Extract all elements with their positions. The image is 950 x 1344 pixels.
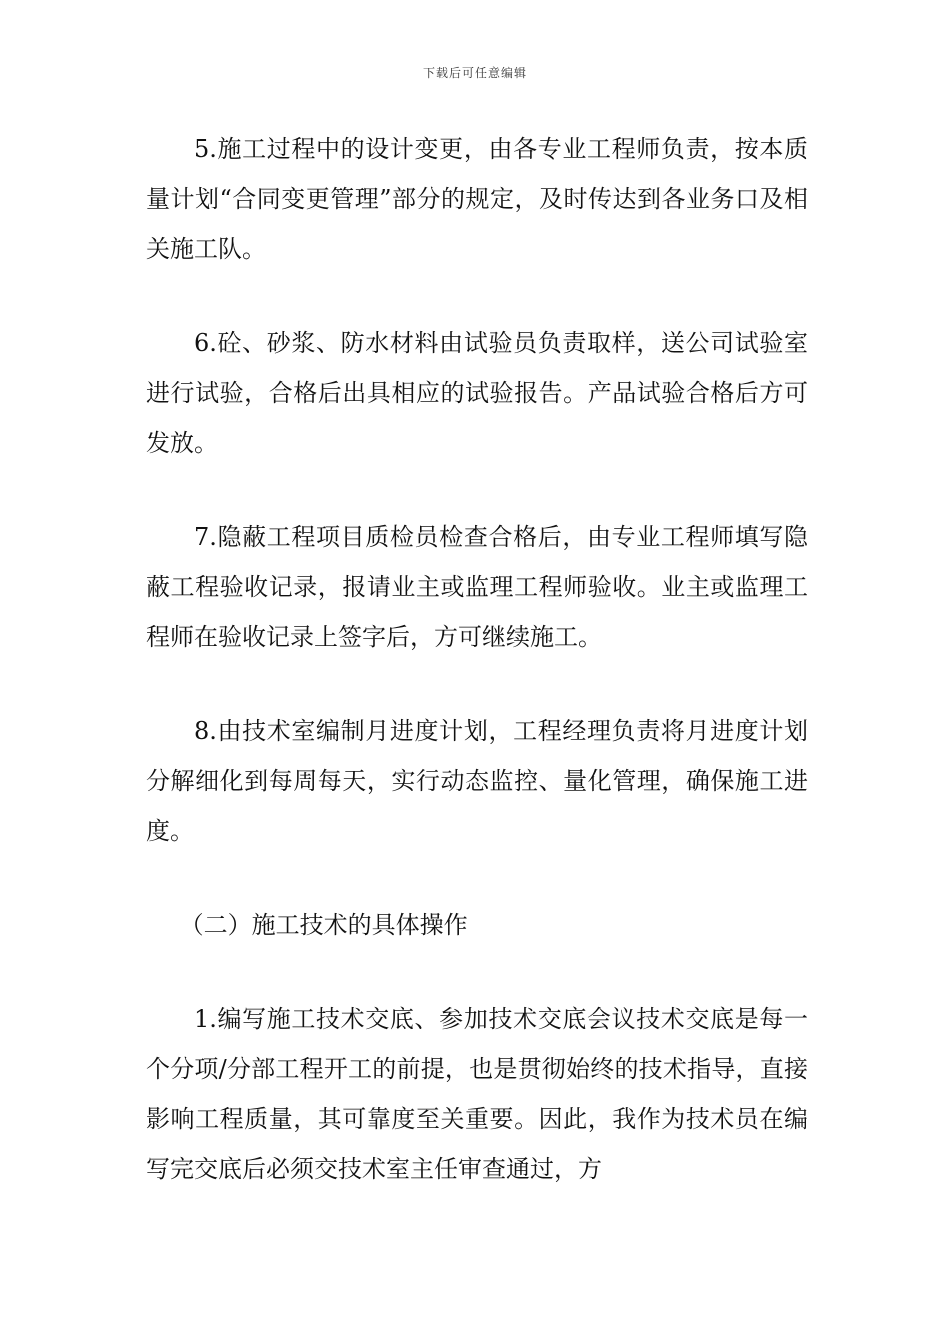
paragraph-6: 6.砼、砂浆、防水材料由试验员负责取样，送公司试验室进行试验，合格后出具相应的试验报告。产品试验合格后方可发放。 (146, 329, 808, 457)
paragraph-8: 8.由技术室编制月进度计划，工程经理负责将月进度计划分解细化到每周每天，实行动态监控、量化管理，确保施工进度。 (146, 717, 808, 845)
paragraph-1: 1.编写施工技术交底、参加技术交底会议技术交底是每一个分项/分部工程开工的前提，也是贯彻始终的技术指导，直接影响工程质量，其可靠度至关重要。因此，我作为技术员在编写完交底后必须交技术室主任审查通过，方 (146, 1005, 808, 1183)
section-heading: （二）施工技术的具体操作 (179, 911, 468, 939)
page-header: 下载后可任意编辑 (422, 66, 527, 80)
paragraph-5: 5.施工过程中的设计变更，由各专业工程师负责，按本质量计划“合同变更管理”部分的规定，及时传达到各业务口及相关施工队。 (146, 135, 808, 263)
document-body (146, 124, 808, 1194)
paragraph-7: 7.隐蔽工程项目质检员检查合格后，由专业工程师填写隐蔽工程验收记录，报请业主或监理工程师验收。业主或监理工程师在验收记录上签字后，方可继续施工。 (146, 523, 808, 651)
